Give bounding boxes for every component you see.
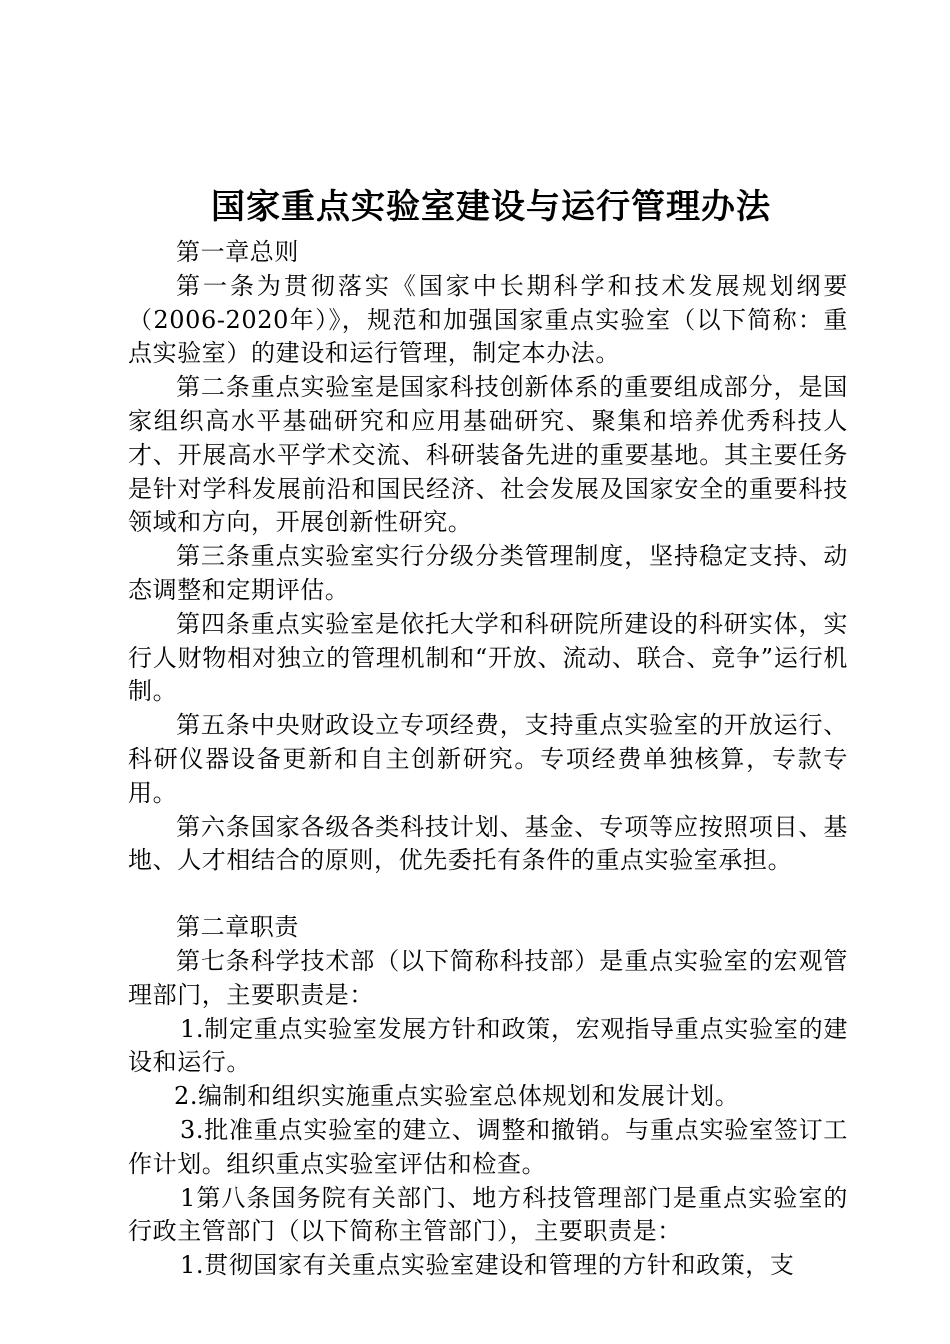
article-paragraph: 第四条重点实验室是依托大学和科研院所建设的科研实体，实行人财物相对独立的管理机制和“开放、流动、联合、竞争”运行机制。 <box>128 609 848 706</box>
article-paragraph: 第五条中央财政设立专项经费，支持重点实验室的开放运行、科研仪器设备更新和自主创新研究。专项经费单独核算，专款专用。 <box>128 711 848 807</box>
document-title: 国家重点实验室建设与运行管理办法 <box>211 187 771 227</box>
article-paragraph: 第一条为贯彻落实《国家中长期科学和技术发展规划纲要（2006-2020年）》，规范和加强国家重点实验室（以下简称：重点实验室）的建设和运行管理，制定本办法。 <box>128 271 848 368</box>
article-paragraph: 第二条重点实验室是国家科技创新体系的重要组成部分，是国家组织高水平基础研究和应用基础研究、聚集和培养优秀科技人才、开展高水平学术交流、科研装备先进的重要基地。其主要任务是针对学科发展前沿和国民经济、社会发展及国家安全的重要科技领域和方向，开展创新性研究。 <box>128 373 848 537</box>
article-paragraph: 第六条国家各级各类科技计划、基金、专项等应按照项目、基地、人才相结合的原则，优先委托有条件的重点实验室承担。 <box>128 812 848 875</box>
document-page <box>128 178 848 1283</box>
chapter-heading: 第二章职责 <box>176 913 299 942</box>
article-paragraph: 第七条科学技术部（以下简称科技部）是重点实验室的宏观管理部门，主要职责是： <box>128 946 848 1009</box>
article-paragraph: 第三条重点实验室实行分级分类管理制度，坚持稳定支持、动态调整和定期评估。 <box>128 542 848 604</box>
chapter-heading: 第一章总则 <box>176 238 299 266</box>
list-item: 3.批准重点实验室的建立、调整和撤销。与重点实验室签订工作计划。组织重点实验室评估和检查。 <box>128 1115 848 1178</box>
list-item: 1.制定重点实验室发展方针和政策，宏观指导重点实验室的建设和运行。 <box>128 1014 848 1077</box>
paragraph-spacer <box>128 878 848 911</box>
article-paragraph: 1第八条国务院有关部门、地方科技管理部门是重点实验室的行政主管部门（以下简称主管部门），主要职责是： <box>128 1183 848 1246</box>
list-item: 1.贯彻国家有关重点实验室建设和管理的方针和政策，支 <box>180 1251 795 1280</box>
list-item: 2.编制和组织实施重点实验室总体规划和发展计划。 <box>174 1082 740 1111</box>
